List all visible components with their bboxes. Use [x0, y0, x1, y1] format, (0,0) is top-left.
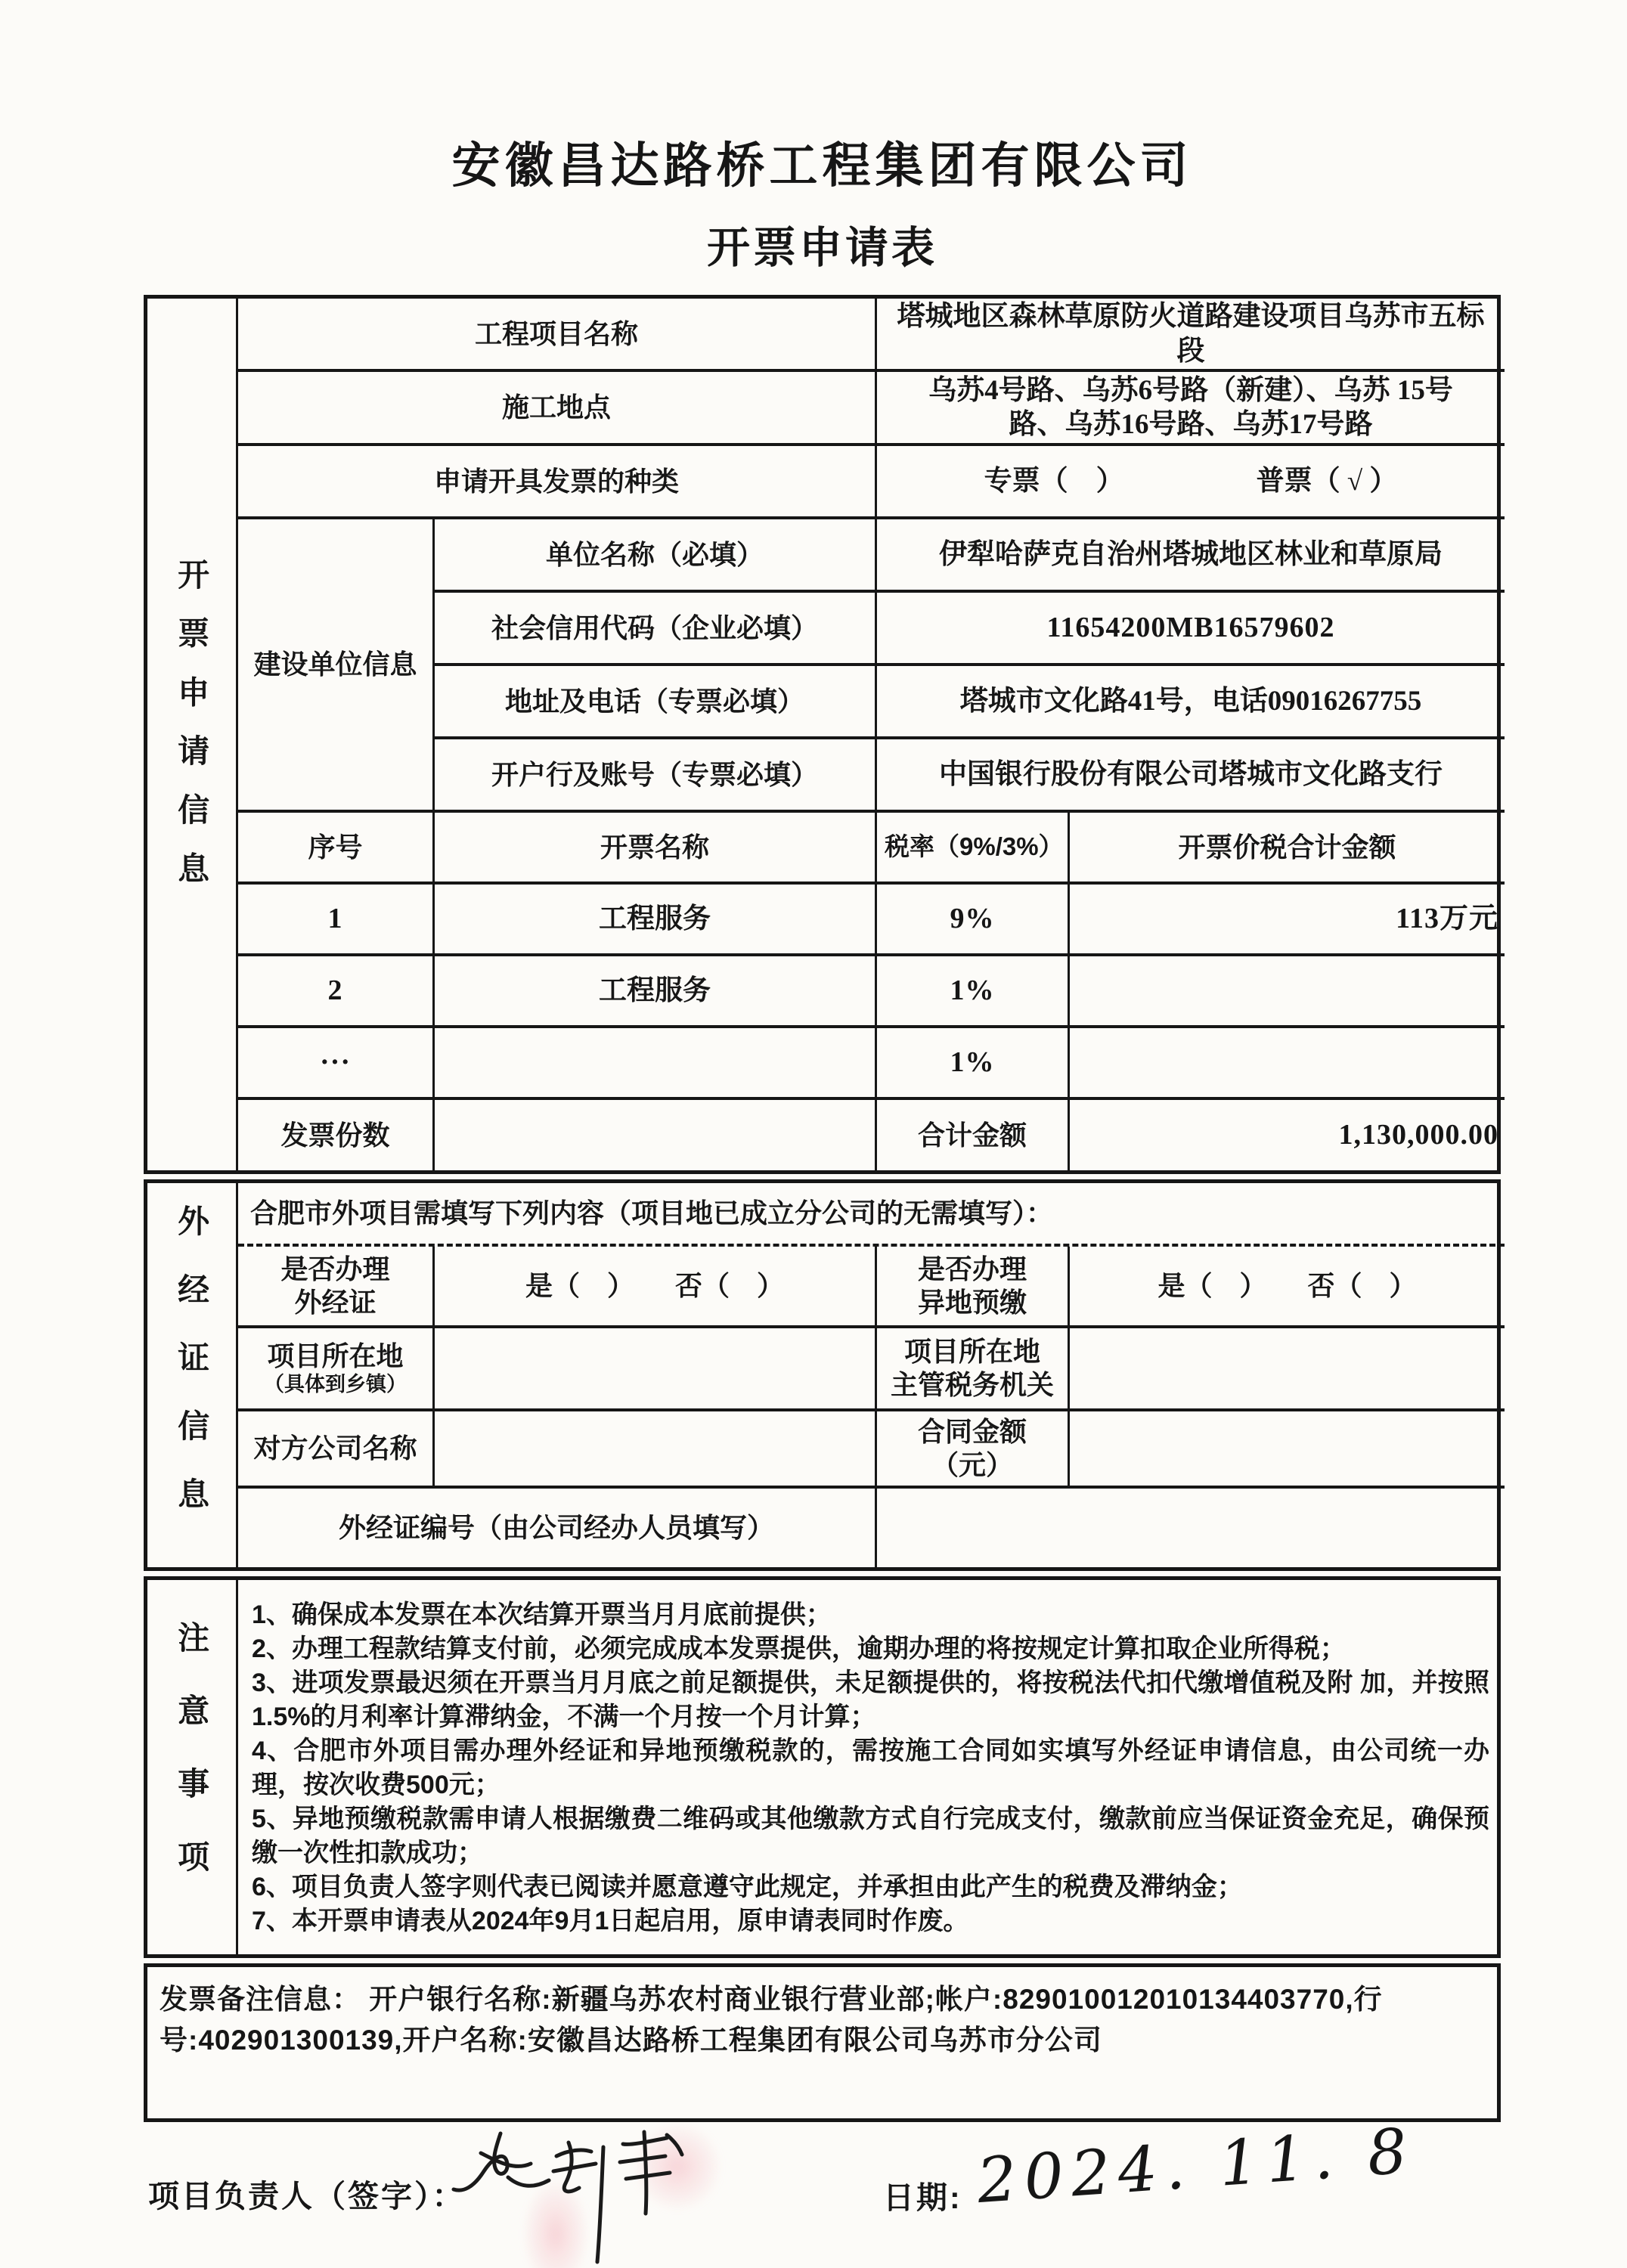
date-handwritten-value: 2024. 11. 8: [975, 2115, 1418, 2218]
invoice-row-name: [435, 1028, 877, 1100]
invoice-row-rate: 9%: [877, 885, 1070, 956]
contract-amount-label: 合同金额 （元）: [877, 1411, 1070, 1489]
invoice-kind-value: [877, 446, 1505, 519]
invoice-remark-table: [144, 1963, 1501, 2122]
credit-code-value: 11654200MB16579602: [877, 593, 1505, 666]
address-phone-label: 地址及电话（专票必填）: [435, 666, 877, 739]
need-cert-options: 是（ ） 否（ ）: [435, 1247, 877, 1328]
invoice-remark-cell: [147, 1967, 1497, 2118]
unit-name-value: 伊犁哈萨克自治州塔城地区林业和草原局: [877, 519, 1505, 593]
col-header-amount: 开票价税合计金额: [1070, 813, 1505, 885]
contract-amount-value: [1070, 1411, 1505, 1489]
waijing-heading: 合肥市外项目需填写下列内容（项目地已成立分公司的无需填写）：: [238, 1183, 1505, 1247]
note-item-5: 5、异地预缴税款需申请人根据缴费二维码或其他缴款方式自行完成支付，缴款前应当保证资金充足，确保预缴一次性扣款成功；: [252, 1805, 1489, 1867]
construction-site-value: 乌苏4号路、乌苏6号路（新建）、乌苏 15号路、乌苏16号路、乌苏17号路: [877, 372, 1505, 446]
invoice-remark-text: 发票备注信息： 开户银行名称:新疆乌苏农村商业银行营业部;帐户:829010012010134403770,行号:402901300139,开户名称:安徽昌达路桥工程集团有限公司乌苏市分公司: [160, 1984, 1383, 2056]
col-header-name: 开票名称: [435, 813, 877, 885]
side-label-waijing-info: 外经证信息: [147, 1183, 238, 1567]
cert-number-label: 外经证编号（由公司经办人员填写）: [238, 1489, 877, 1567]
invoice-apply-info-table: [144, 295, 1501, 1174]
invoice-row-rate: 1%: [877, 1028, 1070, 1100]
side-label-apply-info: 开票申请信息: [147, 299, 238, 1170]
counterparty-company-value: [435, 1411, 877, 1489]
company-name-title: 安徽昌达路桥工程集团有限公司: [451, 138, 1193, 193]
special-invoice-option: 专票（ ）: [984, 465, 1124, 497]
invoice-row-amount: 113万元: [1070, 885, 1505, 956]
notes-content: [238, 1580, 1505, 1954]
project-name-value: 塔城地区森林草原防火道路建设项目乌苏市五标段: [877, 299, 1505, 372]
project-name-label: 工程项目名称: [238, 299, 877, 372]
form-name-title: 开票申请表: [707, 224, 937, 272]
total-value: 1,130,000.00: [1338, 1119, 1498, 1151]
copies-value: [435, 1100, 877, 1170]
invoice-kind-label: 申请开具发票的种类: [238, 446, 877, 519]
invoice-row-rate: 1%: [877, 956, 1070, 1028]
notes-table: [144, 1576, 1501, 1958]
cert-number-value: [877, 1489, 1505, 1567]
date-label: 日期:: [883, 2180, 962, 2215]
invoice-row-index: 2: [238, 956, 435, 1028]
invoice-row-index: ···: [238, 1028, 435, 1100]
waijing-cert-info-table: [144, 1179, 1501, 1571]
signature-handwriting: [435, 2114, 738, 2268]
note-item-4: 4、合肥市外项目需办理外经证和异地预缴税款的，需按施工合同如实填写外经证申请信息，由公司统一办理，按次收费500元；: [252, 1737, 1489, 1799]
tax-authority-value: [1070, 1328, 1505, 1411]
construction-site-label: 施工地点: [238, 372, 877, 446]
signer-label: 项目负责人（签字）：: [148, 2179, 466, 2214]
owner-unit-group-label: 建设单位信息: [238, 519, 435, 813]
invoice-row-amount: [1070, 1028, 1505, 1100]
address-phone-value: 塔城市文化路41号，电话09016267755: [877, 666, 1505, 739]
tax-authority-label: 项目所在地 主管税务机关: [877, 1328, 1070, 1411]
note-item-3: 3、进项发票最迟须在开票当月月底之前足额提供，未足额提供的，将按税法代扣代缴增值税及附 加，并按照1.5%的月利率计算滞纳金，不满一个月按一个月计算；: [252, 1668, 1489, 1731]
invoice-row-index: 1: [238, 885, 435, 956]
col-header-index: 序号: [238, 813, 435, 885]
need-cert-label: 是否办理 外经证: [238, 1247, 435, 1328]
invoice-row-name: 工程服务: [435, 956, 877, 1028]
note-item-1: 1、确保成本发票在本次结算开票当月月底前提供；: [252, 1600, 832, 1629]
bank-account-label: 开户行及账号（专票必填）: [435, 739, 877, 813]
copies-label: 发票份数: [238, 1100, 435, 1170]
project-location-value: [435, 1328, 877, 1411]
invoice-row-name: 工程服务: [435, 885, 877, 956]
form-title-block: [144, 127, 1501, 275]
credit-code-label: 社会信用代码（企业必填）: [435, 593, 877, 666]
col-header-rate: 税率（9%/3%）: [877, 813, 1070, 885]
general-invoice-option-checked: 普票（ √ ）: [1256, 465, 1398, 497]
remote-prepay-label: 是否办理 异地预缴: [877, 1247, 1070, 1328]
bank-account-value: 中国银行股份有限公司塔城市文化路支行: [877, 739, 1505, 813]
remote-prepay-options: 是（ ） 否（ ）: [1070, 1247, 1505, 1328]
invoice-row-amount: [1070, 956, 1505, 1028]
side-label-notes: 注意事项: [147, 1580, 238, 1954]
counterparty-company-label: 对方公司名称: [238, 1411, 435, 1489]
note-item-2: 2、办理工程款结算支付前，必须完成成本发票提供，逾期办理的将按规定计算扣取企业所得税；: [252, 1634, 1346, 1663]
total-label: 合计金额: [877, 1100, 1070, 1170]
note-item-7: 7、本开票申请表从2024年9月1日起启用，原申请表同时作废。: [252, 1907, 969, 1935]
note-item-6: 6、项目负责人签字则代表已阅读并愿意遵守此规定，并承担由此产生的税费及滞纳金；: [252, 1873, 1243, 1901]
project-location-label: 项目所在地 （具体到乡镇）: [238, 1328, 435, 1411]
unit-name-label: 单位名称（必填）: [435, 519, 877, 593]
